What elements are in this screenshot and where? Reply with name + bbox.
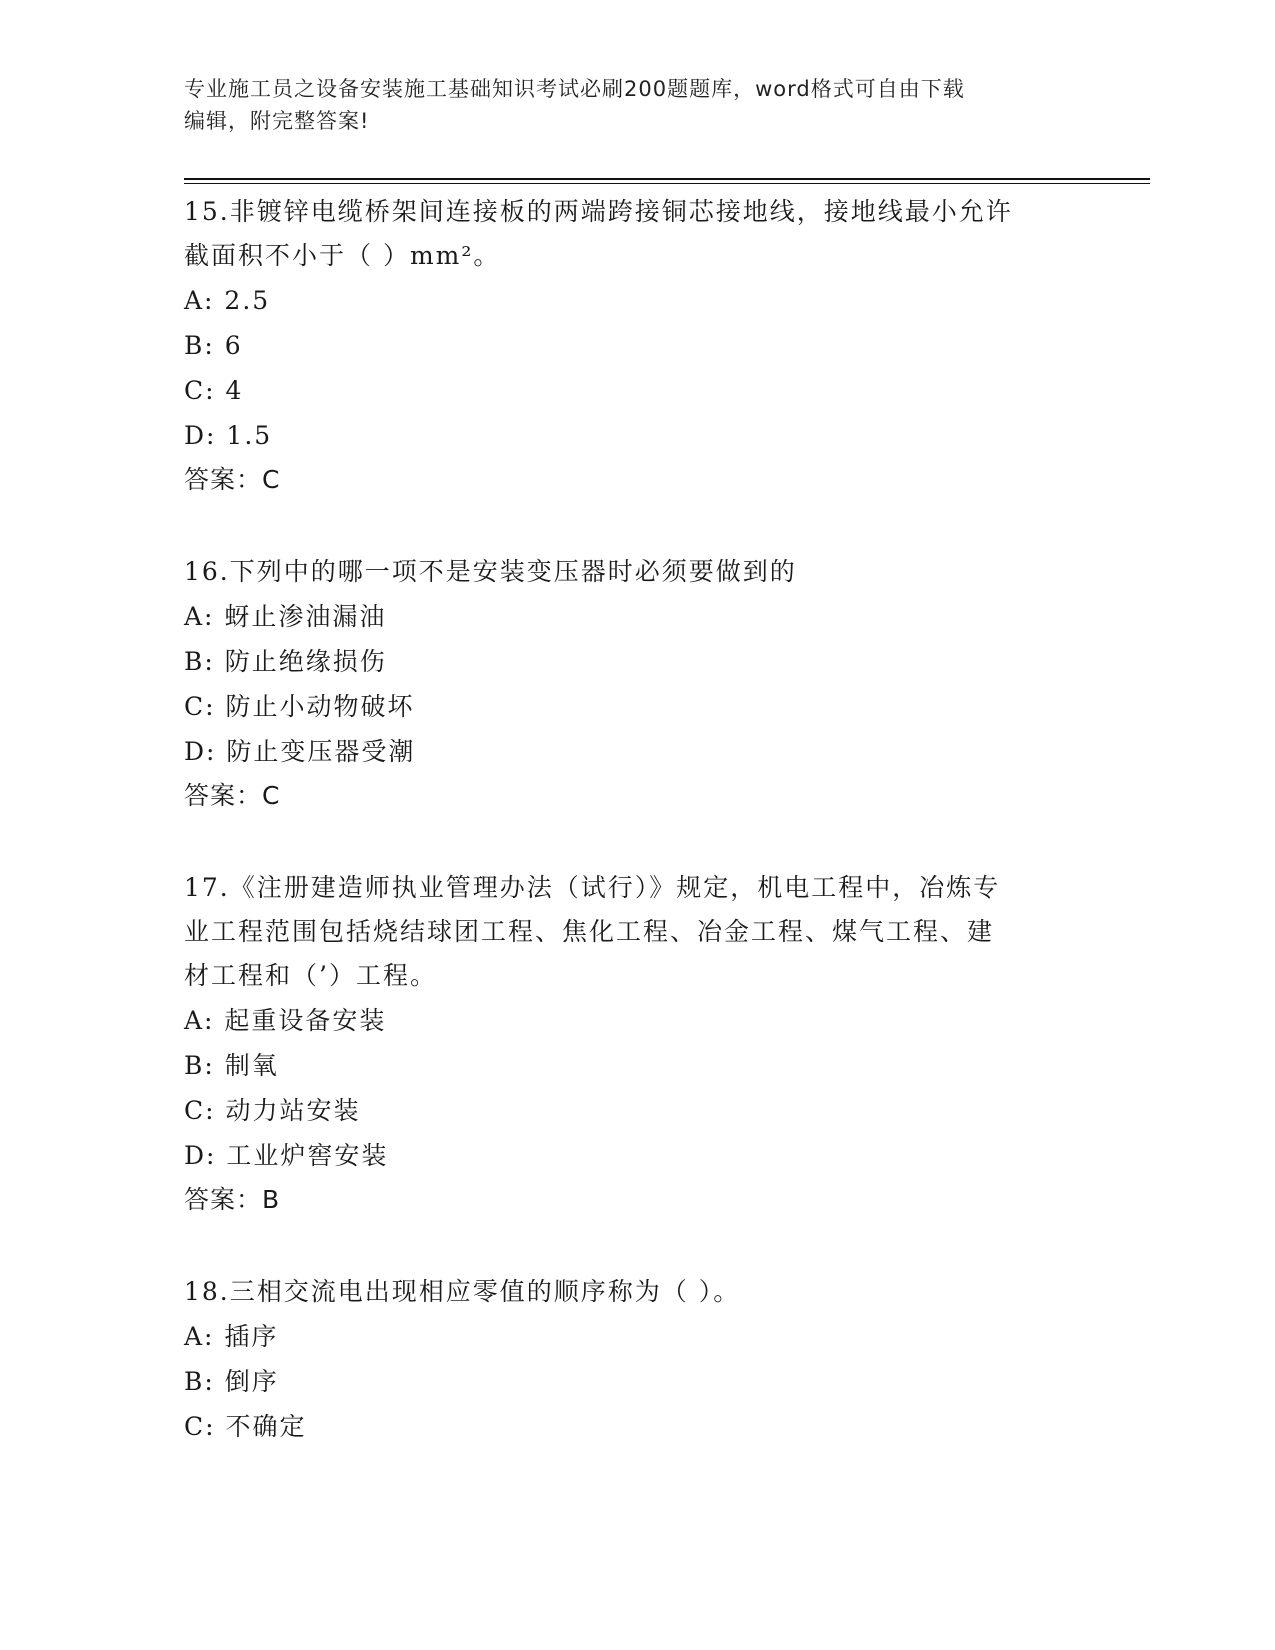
option-d: D: 工业炉窖安装	[184, 1141, 389, 1170]
header-divider-thin	[184, 183, 1150, 184]
question-stem	[184, 1270, 1084, 1314]
question-stem	[184, 866, 1084, 998]
option-a: A: 蚜止渗油漏油	[184, 602, 387, 631]
answer-line: 答案：B	[184, 1185, 281, 1214]
document-header	[184, 73, 1064, 137]
option-a: A: 2.5	[184, 286, 271, 315]
answer-line: 答案：C	[184, 781, 281, 810]
stem-line: 业工程范围包括烧结球团工程、焦化工程、冶金工程、煤气工程、建	[184, 917, 995, 946]
header-divider-thick	[184, 178, 1150, 180]
stem-line: 18.三相交流电出现相应零值的顺序称为（ ）。	[184, 1277, 741, 1306]
option-b: B: 6	[184, 331, 243, 360]
question-stem	[184, 550, 1084, 594]
question-stem	[184, 190, 1084, 278]
stem-line: 17.《注册建造师执业管理办法（试行）》规定，机电工程中，冶炼专	[184, 873, 1001, 902]
option-b: B: 倒序	[184, 1367, 279, 1396]
header-line-1: 专业施工员之设备安装施工基础知识考试必刷200题题库，word格式可自由下载	[184, 77, 965, 101]
option-c: C: 防止小动物破坏	[184, 692, 415, 721]
option-a: A: 起重设备安装	[184, 1006, 387, 1035]
option-a: A: 插序	[184, 1322, 279, 1351]
option-c: C: 4	[184, 376, 244, 405]
question-18	[184, 1270, 1084, 1449]
stem-line: 16.下列中的哪一项不是安装变压器时必须要做到的	[184, 557, 797, 586]
option-c: C: 不确定	[184, 1412, 307, 1441]
header-line-2: 编辑，附完整答案!	[184, 109, 370, 133]
option-d: D: 1.5	[184, 421, 273, 450]
stem-line: 截面积不小于（ ）mm²。	[184, 241, 501, 270]
option-b: B: 防止绝缘损伤	[184, 647, 387, 676]
option-d: D: 防止变压器受潮	[184, 737, 416, 766]
answer-line: 答案：C	[184, 465, 281, 494]
stem-line: 材工程和（’）工程。	[184, 961, 437, 990]
question-17	[184, 866, 1084, 1222]
question-16	[184, 550, 1084, 818]
stem-line: 15.非镀锌电缆桥架间连接板的两端跨接铜芯接地线，接地线最小允许	[184, 197, 1013, 226]
option-b: B: 制氧	[184, 1051, 279, 1080]
question-list	[184, 190, 1084, 1449]
question-15	[184, 190, 1084, 502]
option-c: C: 动力站安装	[184, 1096, 361, 1125]
